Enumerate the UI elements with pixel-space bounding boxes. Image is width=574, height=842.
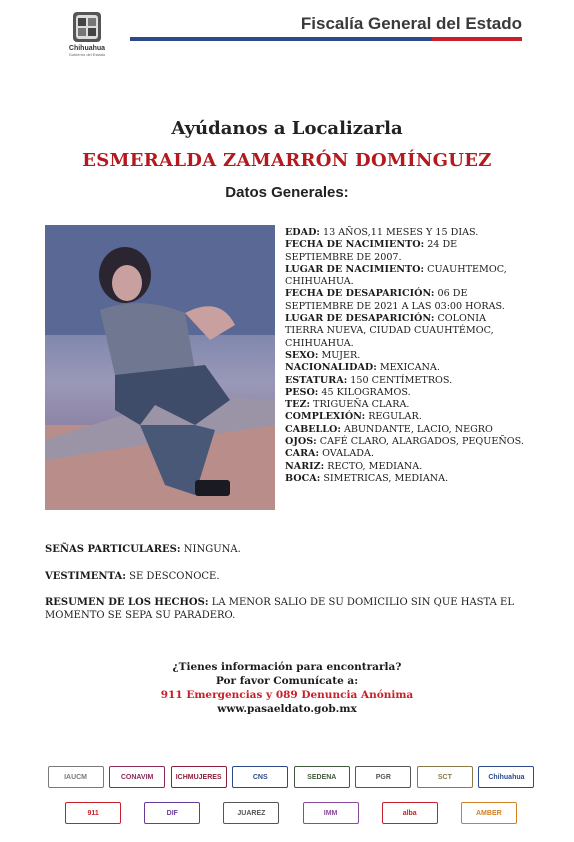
- partner-logo: CNS: [232, 766, 288, 788]
- detail-value: REGULAR.: [365, 411, 422, 423]
- detail-value: ABUNDANTE, LACIO, NEGRO: [340, 423, 493, 435]
- detail-row: [285, 375, 525, 387]
- detail-row: [285, 411, 525, 423]
- partner-logo: CONAVIM: [109, 766, 165, 788]
- header-stripe-red: [432, 37, 522, 41]
- detail-value: 24 DE SEPTIEMBRE DE 2007.: [285, 239, 458, 263]
- detail-row: [285, 448, 525, 460]
- header: [0, 0, 574, 70]
- particulars-label: SEÑAS PARTICULARES:: [45, 544, 181, 555]
- detail-label: FECHA DE DESAPARICIÓN:: [285, 288, 435, 300]
- summary-value: LA MENOR SALIO DE SU DOMICILIO SIN QUE HASTA EL MOMENTO SE SEPA SU PARADERO.: [45, 597, 514, 621]
- detail-label: BOCA:: [285, 472, 321, 484]
- contact-website[interactable]: www.pasaeldato.gob.mx: [217, 703, 357, 715]
- section-title: Datos Generales:: [225, 184, 349, 201]
- partner-logos: [40, 762, 540, 832]
- detail-row: [285, 288, 525, 313]
- partner-logo: SCT: [417, 766, 473, 788]
- summary-label: RESUMEN DE LOS HECHOS:: [45, 597, 209, 608]
- chihuahua-logo: [62, 10, 112, 62]
- detail-value: 06 DE SEPTIEMBRE DE 2021 A LAS 03:00 HORAS.: [285, 288, 505, 312]
- contact-please: Por favor Comunícate a:: [215, 675, 359, 687]
- partner-logo: IMM: [303, 802, 359, 824]
- detail-value: COLONIA TIERRA NUEVA, CIUDAD CUAUHTÉMOC, CHIHUAHUA.: [285, 313, 494, 349]
- detail-value: 45 KILOGRAMOS.: [318, 386, 411, 398]
- detail-label: CARA:: [285, 448, 320, 460]
- person-name: ESMERALDA ZAMARRÓN DOMÍNGUEZ: [82, 150, 492, 171]
- summary-line: [45, 596, 535, 622]
- detail-label: EDAD:: [285, 227, 320, 238]
- partner-logo: ICHMUJERES: [171, 766, 227, 788]
- clothing-line: [45, 570, 535, 583]
- logo-subtitle: Gobierno del Estado: [68, 52, 106, 57]
- detail-label: LUGAR DE DESAPARICIÓN:: [285, 313, 435, 325]
- detail-value: CUAUHTEMOC, CHIHUAHUA.: [285, 263, 507, 288]
- partner-logo: DIF: [144, 802, 200, 824]
- detail-row: [285, 473, 525, 485]
- detail-value: RECTO, MEDIANA.: [324, 460, 423, 472]
- detail-row: [285, 227, 525, 239]
- detail-row: [285, 424, 525, 436]
- detail-label: NARIZ:: [285, 460, 325, 472]
- partner-logo: JUAREZ: [223, 802, 279, 824]
- headline: Ayúdanos a Localizarla: [171, 118, 403, 139]
- clothing-value: SE DESCONOCE.: [129, 571, 220, 582]
- detail-label: COMPLEXIÓN:: [285, 411, 366, 423]
- header-stripe: [130, 37, 522, 41]
- missing-person-photo: [45, 225, 275, 510]
- clothing-label: VESTIMENTA:: [45, 571, 126, 582]
- detail-value: 150 CENTÍMETROS.: [347, 374, 453, 386]
- detail-row: [285, 399, 525, 411]
- coat-of-arms-icon: [70, 10, 104, 44]
- partner-logo: PGR: [355, 766, 411, 788]
- partner-logo: AMBER: [461, 802, 517, 824]
- partner-logo: SEDENA: [294, 766, 350, 788]
- detail-label: TEZ:: [285, 399, 310, 411]
- detail-label: SEXO:: [285, 349, 319, 361]
- detail-label: FECHA DE NACIMIENTO:: [285, 239, 425, 251]
- particulars-line: [45, 543, 535, 556]
- details-list: [285, 227, 525, 485]
- partner-logo: alba: [382, 802, 438, 824]
- detail-row: [285, 461, 525, 473]
- detail-row: [285, 239, 525, 264]
- detail-value: MUJER.: [318, 349, 361, 361]
- detail-label: NACIONALIDAD:: [285, 362, 377, 374]
- contact-phones: 911 Emergencias y 089 Denuncia Anónima: [160, 689, 414, 701]
- detail-row: [285, 264, 525, 289]
- photo-illustration: [45, 225, 275, 510]
- detail-label: OJOS:: [285, 436, 317, 448]
- partner-logo: IAUCM: [48, 766, 104, 788]
- particulars-value: NINGUNA.: [183, 544, 241, 555]
- contact-block: [0, 660, 574, 716]
- detail-label: LUGAR DE NACIMIENTO:: [285, 263, 425, 275]
- logo-state: Chihuahua: [68, 45, 106, 52]
- detail-value: TRIGUEÑA CLARA.: [310, 399, 410, 411]
- detail-value: CAFÉ CLARO, ALARGADOS, PEQUEÑOS.: [316, 436, 524, 448]
- detail-row: [285, 436, 525, 448]
- detail-value: MEXICANA.: [376, 362, 440, 374]
- detail-row: [285, 350, 525, 362]
- detail-row: [285, 313, 525, 350]
- detail-row: [285, 387, 525, 399]
- detail-value: SIMETRICAS, MEDIANA.: [320, 472, 449, 484]
- detail-row: [285, 362, 525, 374]
- detail-value: OVALADA.: [319, 448, 374, 460]
- partner-logo: 911: [65, 802, 121, 824]
- detail-label: ESTATURA:: [285, 374, 348, 386]
- partner-logo: Chihuahua: [478, 766, 534, 788]
- contact-question: ¿Tienes información para encontrarla?: [172, 661, 402, 673]
- detail-label: PESO:: [285, 386, 319, 398]
- detail-label: CABELLO:: [285, 423, 341, 435]
- agency-title: Fiscalía General del Estado: [300, 14, 522, 33]
- detail-value: 13 AÑOS,11 MESES Y 15 DIAS.: [319, 227, 479, 238]
